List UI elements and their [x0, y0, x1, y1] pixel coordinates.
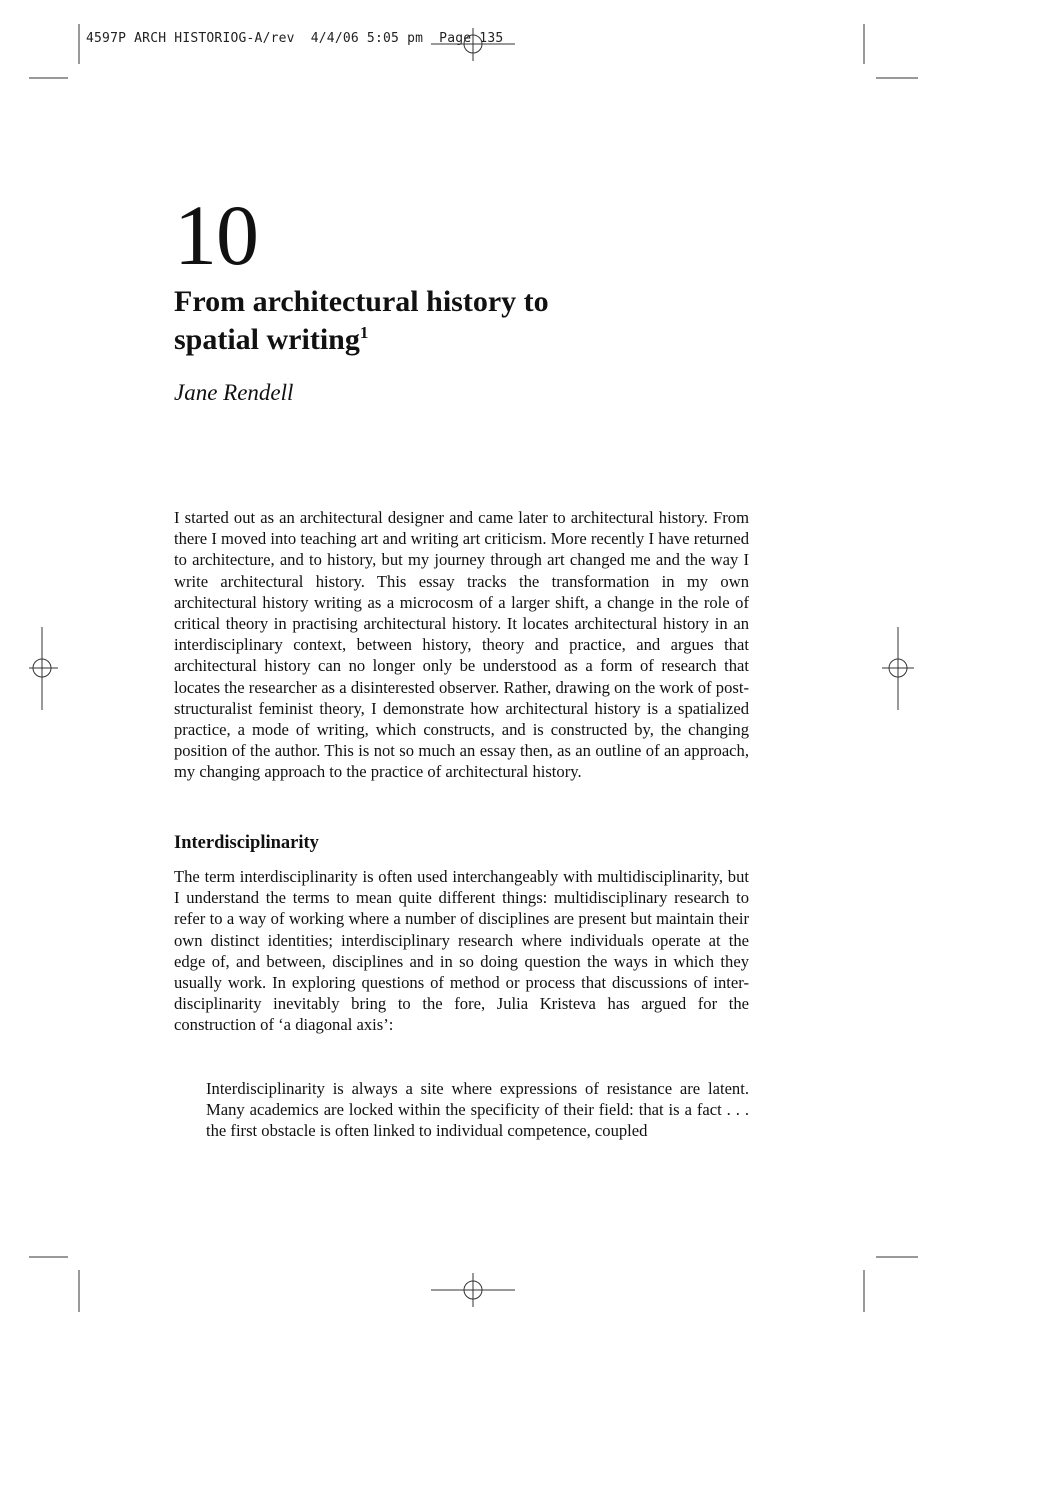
chapter-title	[174, 283, 734, 359]
registration-mark-bottom	[431, 1273, 515, 1307]
section-paragraph: The term interdisciplinarity is often used interchangeably with multidisciplinarity, but I understand the terms to mean quite different things: multidisciplinary research to refer to a way of working where a number of disciplines are present but maintain their own distinct identities; interdisciplinary research where individuals operate at the edge of, and between, disciplines and in so doing question the ways in which they usually work. In exploring questions of method or process that discussions of inter-disciplinarity inevitably bring to the fore, Julia Kristeva has argued for the construction of ‘a diagonal axis’:	[174, 867, 749, 1035]
print-slug-line: 4597P ARCH HISTORIOG-A/rev 4/4/06 5:05 pm Page 135	[86, 31, 504, 46]
block-quote: Interdisciplinarity is always a site where expressions of resistance are latent. Many academics are locked within the specificity of their field: that is a fact . . . the first obstacle is often linked to individual competence, coupled	[206, 1079, 749, 1141]
section-heading: Interdisciplinarity	[174, 833, 319, 853]
registration-mark-left	[29, 627, 58, 710]
chapter-title-line-2-text: spatial writing	[174, 323, 360, 356]
chapter-title-line-2	[174, 321, 734, 359]
intro-paragraph: I started out as an architectural designer and came later to architectural history. From there I moved into teaching art and writing art criticism. More recently I have returned to architecture, and to history, but my journey through art changed me and the way I write architectural history. This essay tracks the transformation in my own architectural history writing as a microcosm of a larger shift, a change in the role of critical theory in practising architectural history. It locates architectural history in an interdisciplinary context, between history, theory and practice, and argues that architectural history can no longer only be understood as a form of research that locates the researcher as a disinterested observer. Rather, drawing on the work of post-structuralist feminist theory, I demonstrate how architectural history is a spatialized practice, a mode of writing, which constructs, and is constructed by, the changing position of the author. This is not so much an essay then, as an outline of an approach, my changing approach to the practice of architectural history.	[174, 508, 749, 782]
registration-mark-top	[431, 28, 515, 61]
registration-mark-right	[882, 627, 914, 710]
footnote-marker[interactable]: 1	[359, 323, 369, 342]
chapter-author: Jane Rendell	[174, 380, 294, 405]
chapter-number: 10	[174, 187, 258, 283]
chapter-title-line-1: From architectural history to	[174, 285, 549, 318]
